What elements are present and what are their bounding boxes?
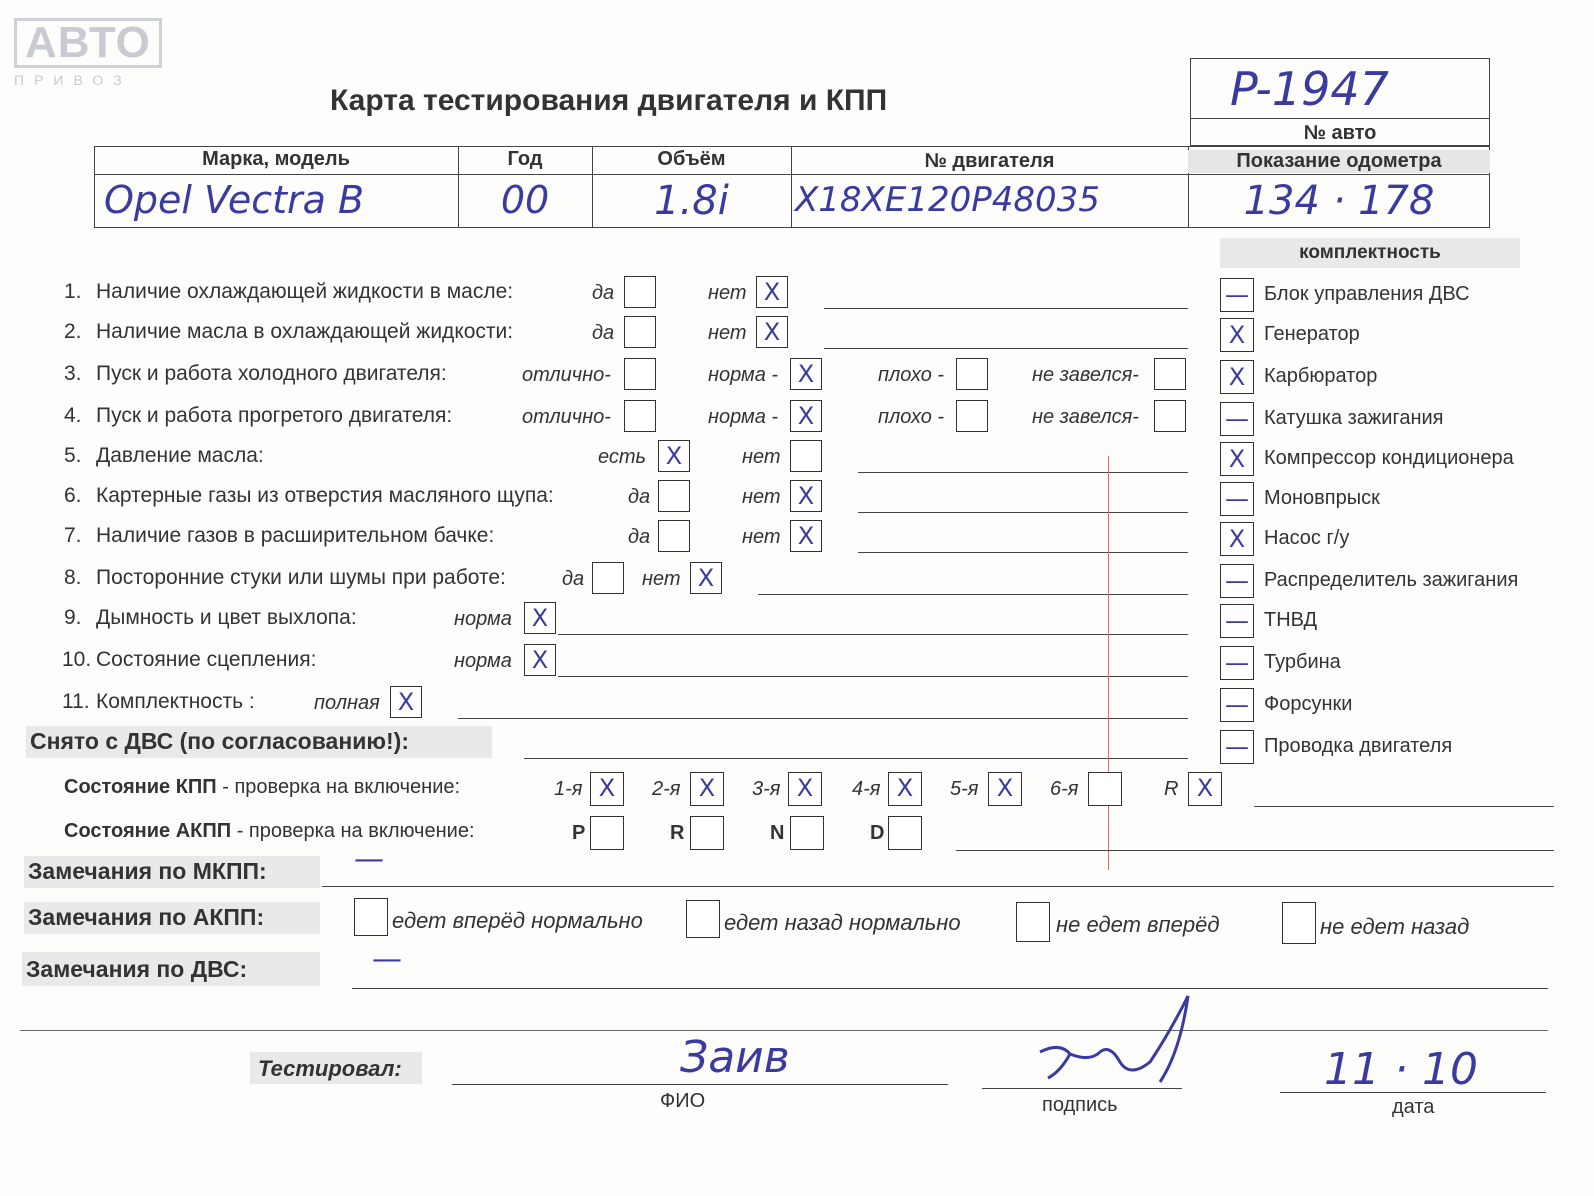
- checkbox-mark: X: [797, 402, 815, 430]
- akpp-no-forward-checkbox[interactable]: [1016, 902, 1050, 942]
- question-number: 5.: [64, 444, 82, 467]
- option-checkbox[interactable]: [956, 358, 988, 390]
- kpp-label-bold: Состояние КПП: [64, 776, 217, 798]
- completeness-item-label: Распределитель зажигания: [1264, 569, 1519, 591]
- completeness-item-label: Форсунки: [1264, 693, 1353, 715]
- checkbox-mark: X: [996, 774, 1014, 802]
- completeness-item-label: Насос г/у: [1264, 527, 1350, 549]
- question-text: Давление масла:: [96, 444, 264, 467]
- removed-label: Снято с ДВС (по согласованию!):: [30, 728, 409, 754]
- checkbox-mark: X: [763, 318, 781, 346]
- kpp-gear-label: R: [1164, 778, 1179, 800]
- checkbox-mark: X: [698, 774, 716, 802]
- margin-line: [1108, 456, 1109, 870]
- completeness-checkbox[interactable]: [1220, 522, 1254, 556]
- question-text: Пуск и работа прогретого двигателя:: [96, 404, 453, 427]
- option-label: норма -: [708, 364, 779, 386]
- completeness-checkbox[interactable]: [1220, 564, 1254, 598]
- option-checkbox[interactable]: [790, 520, 822, 552]
- answer-line: [558, 634, 1188, 635]
- date-label: дата: [1392, 1096, 1435, 1118]
- option-checkbox[interactable]: [756, 316, 788, 348]
- kpp-gear-checkbox[interactable]: [690, 772, 724, 806]
- checkbox-mark: [659, 521, 689, 551]
- checkbox-mark: [957, 359, 987, 389]
- option-checkbox[interactable]: [390, 686, 422, 718]
- option-checkbox[interactable]: [790, 480, 822, 512]
- akpp-back-ok-label: едет назад нормально: [724, 910, 961, 935]
- question-text: Наличие масла в охлаждающей жидкости:: [96, 320, 514, 343]
- completeness-item-label: Турбина: [1264, 651, 1341, 673]
- akpp-no-back-checkbox[interactable]: [1282, 902, 1316, 944]
- option-label: не завелся-: [1032, 364, 1139, 386]
- signature-mark: [1030, 992, 1200, 1088]
- question-text: Картерные газы из отверстия масляного щупа:: [96, 484, 554, 507]
- completeness-item-label: Генератор: [1264, 323, 1360, 345]
- option-label: плохо -: [878, 406, 945, 428]
- checkbox-mark: [593, 563, 623, 593]
- akpp-label-rest: - проверка на включение:: [231, 820, 475, 842]
- option-label: не завелся-: [1032, 406, 1139, 428]
- question-number: 8.: [64, 566, 82, 589]
- completeness-checkbox[interactable]: [1220, 688, 1254, 722]
- header-volume: Объём: [657, 148, 726, 170]
- completeness-checkbox[interactable]: [1220, 402, 1254, 436]
- checkbox-mark: —: [1225, 405, 1249, 433]
- option-checkbox[interactable]: [956, 400, 988, 432]
- checkbox-mark: [1089, 773, 1121, 805]
- option-label: нет: [742, 526, 781, 548]
- checkbox-mark: —: [1225, 567, 1249, 595]
- checkbox-mark: X: [797, 522, 815, 550]
- checkbox-mark: X: [1228, 321, 1246, 349]
- completeness-item-label: Компрессор кондиционера: [1264, 447, 1514, 469]
- completeness-item-label: Проводка двигателя: [1264, 735, 1453, 757]
- answer-line: [758, 594, 1188, 595]
- checkbox-mark: X: [397, 688, 415, 716]
- question-number: 11.: [62, 690, 90, 713]
- completeness-checkbox[interactable]: [1220, 318, 1254, 352]
- auto-number-value: P-1947: [1230, 62, 1389, 116]
- remarks-mkpp-value: —: [354, 842, 384, 877]
- akpp-back-ok-checkbox[interactable]: [686, 900, 720, 938]
- option-label: нет: [708, 282, 747, 304]
- checkbox-mark: X: [1228, 363, 1246, 391]
- completeness-checkbox[interactable]: [1220, 360, 1254, 394]
- akpp-gear-checkbox[interactable]: [690, 816, 724, 850]
- option-checkbox[interactable]: [624, 358, 656, 390]
- checkbox-mark: X: [797, 360, 815, 388]
- option-checkbox[interactable]: [790, 440, 822, 472]
- option-label: да: [628, 526, 651, 548]
- option-label: полная: [314, 692, 380, 714]
- option-checkbox[interactable]: [790, 358, 822, 390]
- value-engine-number: X18XE120P48035: [795, 180, 1100, 220]
- kpp-gear-checkbox[interactable]: [1188, 772, 1222, 806]
- header-year: Год: [507, 148, 543, 170]
- option-label: норма -: [708, 406, 779, 428]
- checkbox-mark: X: [896, 774, 914, 802]
- question-text: Комплектность :: [96, 690, 255, 713]
- checkbox-mark: —: [1225, 733, 1249, 761]
- option-label: норма: [454, 650, 512, 672]
- option-label: да: [592, 282, 615, 304]
- header-odometer: Показание одометра: [1188, 150, 1490, 173]
- checkbox-mark: X: [796, 774, 814, 802]
- checkbox-mark: X: [1228, 445, 1246, 473]
- checkbox-mark: X: [1196, 774, 1214, 802]
- kpp-gear-checkbox[interactable]: [888, 772, 922, 806]
- remarks-akpp-label: Замечания по АКПП:: [28, 904, 265, 930]
- option-checkbox[interactable]: [624, 316, 656, 348]
- checkbox-mark: [625, 277, 655, 307]
- option-checkbox[interactable]: [658, 480, 690, 512]
- question-text: Посторонние стуки или шумы при работе:: [96, 566, 506, 589]
- header-engine-number: № двигателя: [924, 150, 1055, 172]
- completeness-checkbox[interactable]: [1220, 604, 1254, 638]
- checkbox-mark: —: [1225, 281, 1249, 309]
- kpp-gear-label: 3-я: [752, 778, 781, 800]
- kpp-gear-label: 6-я: [1050, 778, 1079, 800]
- question-number: 6.: [64, 484, 82, 507]
- akpp-gear-label: D: [870, 822, 885, 844]
- option-label: плохо -: [878, 364, 945, 386]
- checkbox-mark: X: [797, 482, 815, 510]
- question-text: Наличие охлаждающей жидкости в масле:: [96, 280, 514, 303]
- answer-line: [824, 308, 1188, 309]
- checkbox-mark: —: [1225, 691, 1249, 719]
- completeness-checkbox[interactable]: [1220, 730, 1254, 764]
- option-label: нет: [708, 322, 747, 344]
- answer-line: [858, 472, 1188, 473]
- checkbox-mark: X: [531, 646, 549, 674]
- question-text: Состояние сцепления:: [96, 648, 317, 671]
- fio-label: ФИО: [660, 1090, 706, 1112]
- value-volume: 1.8i: [654, 178, 729, 224]
- akpp-no-forward-label: не едет вперёд: [1056, 912, 1220, 937]
- akpp-gear-label: N: [770, 822, 785, 844]
- checkbox-mark: [957, 401, 987, 431]
- checkbox-mark: X: [598, 774, 616, 802]
- checkbox-mark: [625, 401, 655, 431]
- akpp-gear-checkbox[interactable]: [790, 816, 824, 850]
- option-checkbox[interactable]: [592, 562, 624, 594]
- kpp-label: [64, 776, 460, 799]
- checkbox-mark: [889, 817, 921, 849]
- checkbox-mark: [625, 359, 655, 389]
- question-number: 7.: [64, 524, 82, 547]
- option-checkbox[interactable]: [658, 520, 690, 552]
- value-odometer: 134 · 178: [1243, 178, 1435, 224]
- checkbox-mark: X: [1228, 525, 1246, 553]
- checkbox-mark: —: [1225, 607, 1249, 635]
- akpp-gear-checkbox[interactable]: [590, 816, 624, 850]
- option-checkbox[interactable]: [524, 602, 556, 634]
- logo-main: АВТО: [14, 18, 162, 68]
- completeness-item-label: Карбюратор: [1264, 365, 1378, 387]
- kpp-gear-checkbox[interactable]: [788, 772, 822, 806]
- question-number: 1.: [64, 280, 82, 303]
- checkbox-mark: —: [1225, 485, 1249, 513]
- checkbox-mark: [591, 817, 623, 849]
- logo-sub: ПРИВОЗ: [14, 72, 132, 88]
- remarks-dvs-value: —: [372, 942, 402, 977]
- completeness-item-label: Катушка зажигания: [1264, 407, 1444, 429]
- completeness-item-label: ТНВД: [1264, 609, 1318, 631]
- checkbox-mark: [691, 817, 723, 849]
- akpp-label-bold: Состояние АКПП: [64, 820, 232, 842]
- option-checkbox[interactable]: [524, 644, 556, 676]
- auto-number-label: № авто: [1303, 122, 1377, 144]
- completeness-checkbox[interactable]: [1220, 482, 1254, 516]
- option-label: норма: [454, 608, 512, 630]
- completeness-item-label: Моновпрыск: [1264, 487, 1380, 509]
- sign-label: подпись: [1042, 1094, 1118, 1116]
- checkbox-mark: X: [697, 564, 715, 592]
- kpp-gear-checkbox[interactable]: [590, 772, 624, 806]
- option-checkbox[interactable]: [1154, 400, 1186, 432]
- akpp-forward-ok-checkbox[interactable]: [354, 898, 388, 936]
- option-checkbox[interactable]: [790, 400, 822, 432]
- question-number: 9.: [64, 606, 82, 629]
- kpp-gear-label: 2-я: [652, 778, 681, 800]
- completeness-title: комплектность: [1299, 242, 1441, 263]
- option-checkbox[interactable]: [756, 276, 788, 308]
- option-checkbox[interactable]: [1154, 358, 1186, 390]
- option-label: да: [562, 568, 585, 590]
- answer-line: [824, 348, 1188, 349]
- option-checkbox[interactable]: [658, 440, 690, 472]
- akpp-gear-label: P: [572, 822, 586, 844]
- option-label: нет: [742, 486, 781, 508]
- checkbox-mark: X: [763, 278, 781, 306]
- option-label: да: [628, 486, 651, 508]
- question-text: Пуск и работа холодного двигателя:: [96, 362, 447, 385]
- checkbox-mark: [791, 441, 821, 471]
- answer-line: [458, 718, 1188, 719]
- checkbox-mark: [791, 817, 823, 849]
- akpp-gear-checkbox[interactable]: [888, 816, 922, 850]
- option-label: да: [592, 322, 615, 344]
- option-checkbox[interactable]: [624, 400, 656, 432]
- value-year: 00: [500, 178, 550, 222]
- fio-value: Заив: [680, 1032, 790, 1083]
- remarks-mkpp-label: Замечания по МКПП:: [28, 858, 267, 884]
- akpp-no-back-label: не едет назад: [1320, 914, 1470, 939]
- completeness-checkbox[interactable]: [1220, 442, 1254, 476]
- option-checkbox[interactable]: [624, 276, 656, 308]
- remarks-dvs-label: Замечания по ДВС:: [26, 956, 248, 982]
- kpp-gear-label: 4-я: [852, 778, 881, 800]
- completeness-checkbox[interactable]: [1220, 646, 1254, 680]
- value-model: Opel Vectra B: [104, 178, 365, 222]
- checkbox-mark: [1155, 359, 1185, 389]
- question-number: 3.: [64, 362, 82, 385]
- option-label: отлично-: [522, 406, 611, 428]
- completeness-checkbox[interactable]: [1220, 278, 1254, 312]
- question-text: Наличие газов в расширительном бачке:: [96, 524, 495, 547]
- kpp-gear-checkbox[interactable]: [1088, 772, 1122, 806]
- option-label: есть: [598, 446, 647, 468]
- akpp-forward-ok-label: едет вперёд нормально: [392, 908, 643, 933]
- option-label: отлично-: [522, 364, 611, 386]
- question-number: 4.: [64, 404, 82, 427]
- checkbox-mark: [625, 317, 655, 347]
- kpp-gear-label: 1-я: [554, 778, 583, 800]
- kpp-gear-checkbox[interactable]: [988, 772, 1022, 806]
- question-text: Дымность и цвет выхлопа:: [96, 606, 357, 629]
- logo: [14, 18, 162, 88]
- page-title: Карта тестирования двигателя и КПП: [330, 84, 888, 117]
- answer-line: [858, 512, 1188, 513]
- kpp-label-rest: - проверка на включение:: [216, 776, 461, 798]
- option-label: нет: [742, 446, 781, 468]
- checkbox-mark: [1155, 401, 1185, 431]
- checkbox-mark: X: [531, 604, 549, 632]
- checkbox-mark: [659, 481, 689, 511]
- question-number: 10.: [62, 648, 92, 671]
- option-label: нет: [642, 568, 681, 590]
- akpp-gear-label: R: [670, 822, 685, 844]
- header-model: Марка, модель: [202, 148, 350, 170]
- question-number: 2.: [64, 320, 82, 343]
- checkbox-mark: —: [1225, 649, 1249, 677]
- date-value: 11 · 10: [1324, 1044, 1478, 1095]
- checkbox-mark: X: [665, 442, 683, 470]
- option-checkbox[interactable]: [690, 562, 722, 594]
- answer-line: [558, 676, 1188, 677]
- answer-line: [858, 552, 1188, 553]
- completeness-item-label: Блок управления ДВС: [1264, 283, 1470, 305]
- tested-label: Тестировал:: [258, 1056, 402, 1081]
- akpp-label: [64, 820, 475, 843]
- kpp-gear-label: 5-я: [950, 778, 979, 800]
